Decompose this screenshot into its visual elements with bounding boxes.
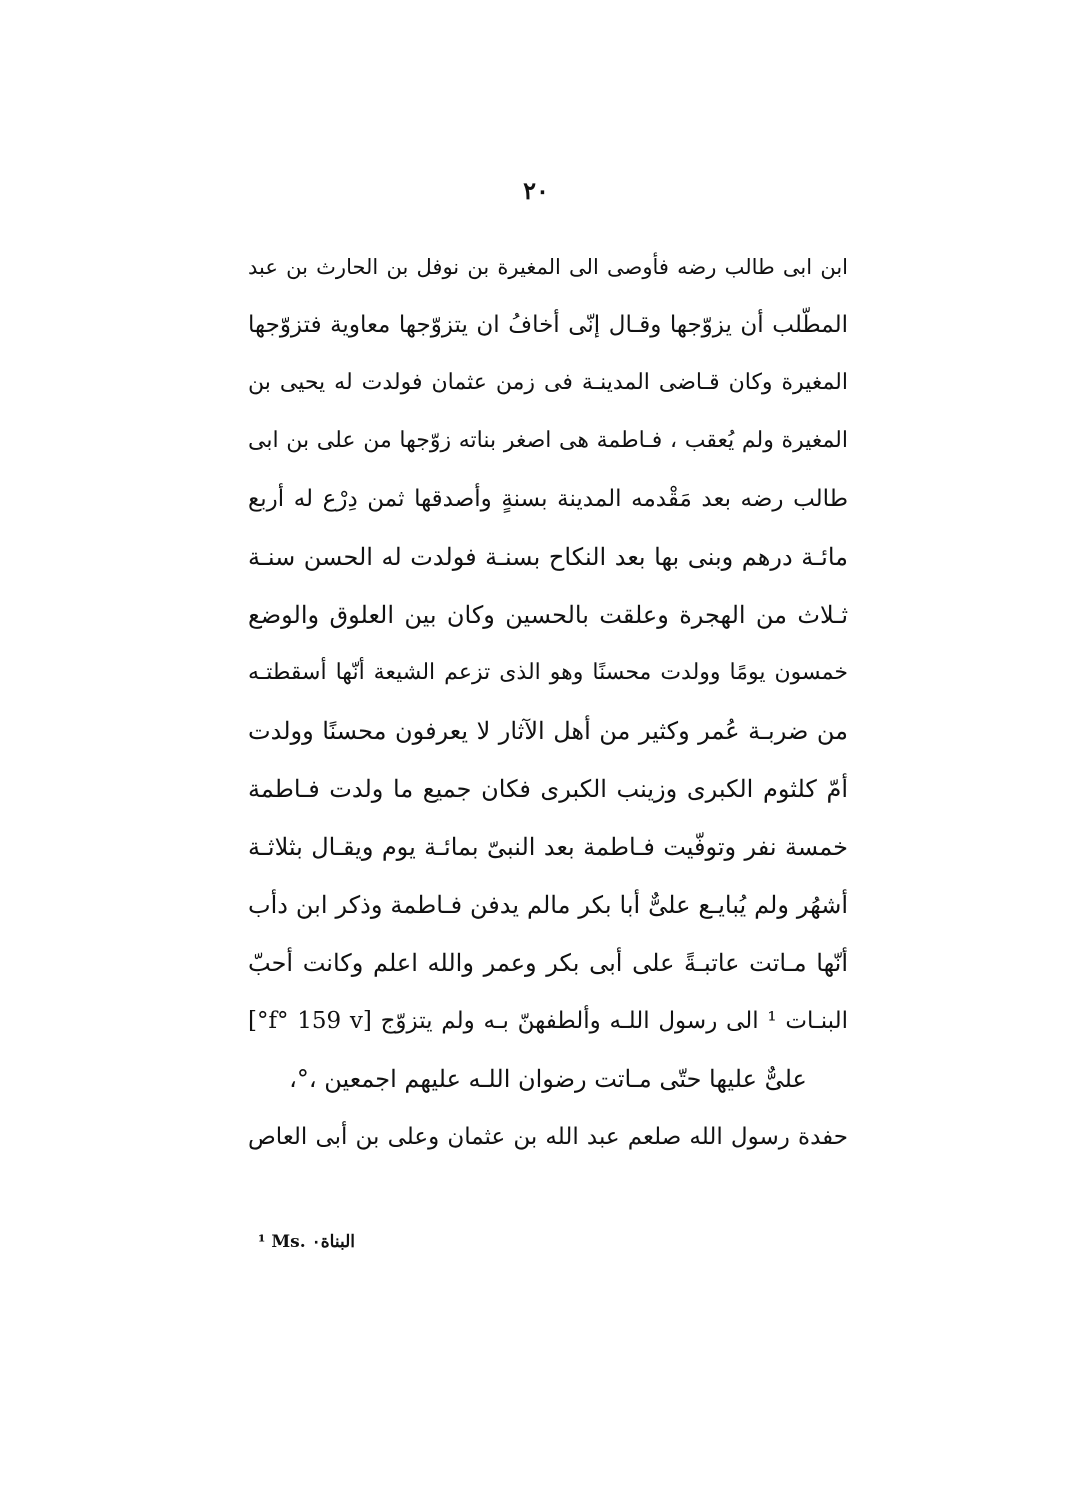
text-line: المطّلب أن يزوّجها وقـال إنّى أخافُ ان يتزوّجها معاوية فتزوّجها [248, 312, 848, 338]
body-text [248, 238, 848, 1166]
text-line: ثـلاث من الهجرة وعلقت بالحسين وكان بين العلوق والوضع [248, 601, 848, 629]
text-line: علىٌّ عليها حتّى مـاتت رضوان اللـه عليهم اجمعين ،°، [289, 1065, 807, 1093]
text-line: خمسة نفر وتوفّيت فـاطمة بعد النبىّ بمائـة يوم ويقـال بثلاثـة [248, 833, 848, 861]
text-line: ابن ابى طالب رضه فأوصى الى المغيرة بن نوفل بن الحارث بن عبد [248, 255, 848, 279]
page-number: ٢٠ [523, 176, 549, 205]
text-line: مائـة درهم وبنى بها بعد النكاح بسنـة فولدت له الحسن سنـة [248, 543, 848, 571]
text-line: البنـات ¹ الى رسول اللـه وألطفهنّ بـه ولم يتزوّج [f° 159 v°] [248, 1008, 849, 1034]
text-line: خمسون يومًا وولدت محسنًا وهو الذى تزعم الشيعة أنّها أسقطتـه [248, 660, 848, 685]
text-line: المغيرة ولم يُعقب ، فـاطمة هى اصغر بناته زوّجها من على بن ابى [248, 428, 848, 453]
text-line: أنّها مـاتت عاتبـةً على أبى بكر وعمر والله اعلم وكانت أحبّ [248, 949, 848, 977]
text-line: من ضربـة عُمر وكثير من أهل الآثار لا يعرفون محسنًا وولدت [248, 717, 848, 745]
text-line: أمّ كلثوم الكبرى وزينب الكبرى فكان جميع ما ولدت فـاطمة [248, 775, 848, 803]
text-line: أشهُر ولم يُبايـع علىٌّ أبا بكر مالم يدفن فـاطمة وذكر ابن دأب [248, 891, 849, 919]
text-line: طالب رضه بعد مَقْدمه المدينة بسنةٍ وأصدقها ثمن دِرْع له أربع [248, 486, 848, 512]
text-line: المغيرة وكان قـاضى المدينـة فى زمن عثمان فولدت له يحيى بن [248, 370, 848, 395]
text-line: حفدة رسول الله صلعم عبد الله بن عثمان وعلى بن أبى العاص [248, 1124, 848, 1150]
footnote: ¹ Ms. البناة٠ [258, 1232, 355, 1252]
